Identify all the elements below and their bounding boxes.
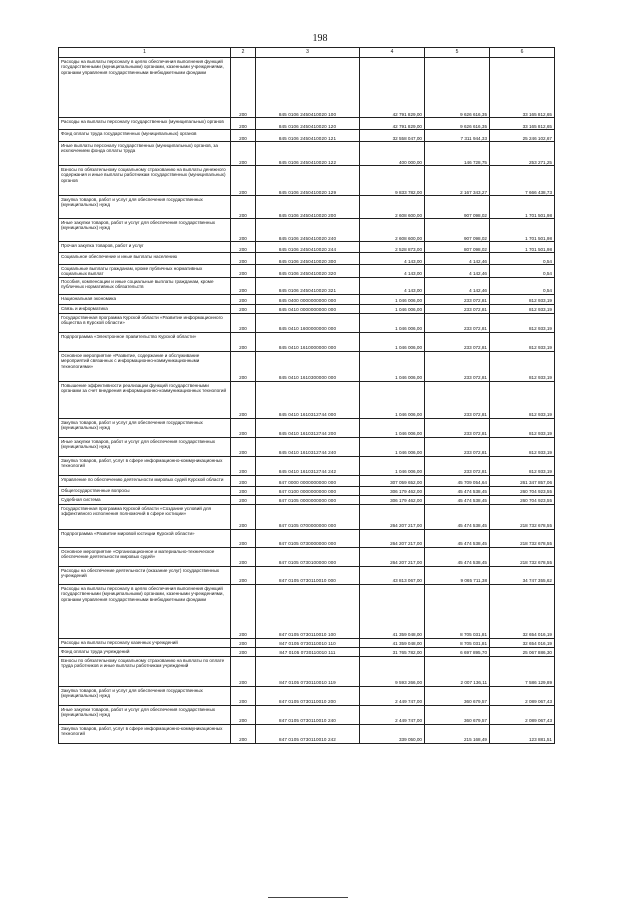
amount-remaining: 123 881,51 bbox=[490, 724, 555, 743]
amount-remaining: 0,54 bbox=[490, 265, 555, 278]
admin-code: 200 bbox=[231, 686, 256, 705]
amount-approved: 2 608 600,00 bbox=[360, 219, 425, 242]
admin-code: 200 bbox=[231, 638, 256, 647]
amount-remaining: 0,54 bbox=[490, 277, 555, 294]
admin-code: 200 bbox=[231, 647, 256, 656]
row-name: Государственная программа Курской области «Развитие информационного общества в Курской области» bbox=[59, 313, 231, 332]
row-name: Общегосударственные вопросы bbox=[59, 486, 231, 495]
admin-code: 200 bbox=[231, 418, 256, 437]
amount-remaining: 33 165 812,65 bbox=[490, 58, 555, 118]
amount-executed: 360 679,57 bbox=[425, 686, 490, 705]
amount-approved: 32 558 047,00 bbox=[360, 130, 425, 142]
table-row bbox=[59, 647, 555, 656]
amount-executed: 146 728,75 bbox=[425, 142, 490, 166]
amount-executed: 907 098,02 bbox=[425, 196, 490, 219]
amount-remaining: 33 165 812,65 bbox=[490, 118, 555, 130]
amount-approved: 4 143,00 bbox=[360, 253, 425, 265]
amount-approved: 2 449 747,00 bbox=[360, 686, 425, 705]
table-row bbox=[59, 277, 555, 294]
table-row bbox=[59, 456, 555, 475]
classification-code: 845 0106 2450410020 320 bbox=[256, 265, 360, 278]
budget-table bbox=[58, 47, 555, 744]
classification-code: 845 0106 2450410020 321 bbox=[256, 277, 360, 294]
admin-code: 200 bbox=[231, 118, 256, 130]
page-number: 198 bbox=[312, 33, 328, 44]
amount-remaining: 1 701 501,98 bbox=[490, 196, 555, 219]
amount-approved: 4 143,00 bbox=[360, 265, 425, 278]
amount-remaining: 2 089 067,43 bbox=[490, 686, 555, 705]
amount-remaining: 1 701 501,98 bbox=[490, 242, 555, 253]
amount-remaining: 25 067 886,30 bbox=[490, 647, 555, 656]
amount-remaining: 260 704 923,55 bbox=[490, 486, 555, 495]
classification-code: 847 0105 0730110010 119 bbox=[256, 656, 360, 686]
amount-remaining: 812 933,19 bbox=[490, 332, 555, 351]
table-row bbox=[59, 686, 555, 705]
amount-executed: 360 679,57 bbox=[425, 705, 490, 724]
amount-approved: 400 000,00 bbox=[360, 142, 425, 166]
amount-remaining: 812 933,19 bbox=[490, 456, 555, 475]
table-row bbox=[59, 566, 555, 584]
admin-code: 200 bbox=[231, 277, 256, 294]
table-row bbox=[59, 486, 555, 495]
amount-approved: 1 046 006,00 bbox=[360, 332, 425, 351]
admin-code: 200 bbox=[231, 242, 256, 253]
table-row bbox=[59, 529, 555, 547]
classification-code: 847 0105 0730110010 110 bbox=[256, 638, 360, 647]
amount-approved: 9 833 782,00 bbox=[360, 166, 425, 196]
amount-approved: 1 046 006,00 bbox=[360, 418, 425, 437]
classification-code: 847 0000 0000000000 000 bbox=[256, 475, 360, 486]
amount-executed: 45 474 538,45 bbox=[425, 529, 490, 547]
table-row bbox=[59, 724, 555, 743]
classification-code: 845 0106 2450410020 240 bbox=[256, 219, 360, 242]
amount-executed: 907 098,02 bbox=[425, 219, 490, 242]
row-name: Судебная система bbox=[59, 495, 231, 504]
classification-code: 847 0105 0700000000 000 bbox=[256, 504, 360, 529]
admin-code: 200 bbox=[231, 724, 256, 743]
row-name: Государственная программа Курской области «Создание условий для эффективного исполнения полномочий в сфере юстиции» bbox=[59, 504, 231, 529]
amount-approved: 1 046 006,00 bbox=[360, 456, 425, 475]
amount-remaining: 218 732 678,55 bbox=[490, 547, 555, 566]
row-name: Фонд оплаты труда учреждений bbox=[59, 647, 231, 656]
amount-executed: 45 474 538,45 bbox=[425, 486, 490, 495]
table-row bbox=[59, 253, 555, 265]
classification-code: 847 0105 0730110010 242 bbox=[256, 724, 360, 743]
amount-approved: 31 765 782,00 bbox=[360, 647, 425, 656]
classification-code: 845 0106 2450410020 300 bbox=[256, 253, 360, 265]
amount-executed: 233 072,81 bbox=[425, 381, 490, 418]
admin-code: 200 bbox=[231, 566, 256, 584]
row-name: Прочая закупка товаров, работ и услуг bbox=[59, 242, 231, 253]
admin-code: 200 bbox=[231, 313, 256, 332]
amount-executed: 4 142,46 bbox=[425, 253, 490, 265]
row-name: Закупка товаров, работ и услуг для обеспечения государственных (муниципальных) нужд bbox=[59, 418, 231, 437]
amount-executed: 8 705 031,81 bbox=[425, 584, 490, 638]
amount-executed: 9 626 616,35 bbox=[425, 118, 490, 130]
row-name: Основное мероприятие «Развитие, содержание и обслуживание мероприятий связанных с информационно-коммуникационными технологиями» bbox=[59, 351, 231, 381]
table-row bbox=[59, 638, 555, 647]
admin-code: 200 bbox=[231, 253, 256, 265]
amount-approved: 1 046 006,00 bbox=[360, 313, 425, 332]
table-row bbox=[59, 475, 555, 486]
row-name: Расходы на выплаты персоналу в целях обеспечения выполнения функций государственными (муниципальными) органами, казенными учреждениями, органами управления государственными внебюджетными фондами bbox=[59, 58, 231, 118]
admin-code: 200 bbox=[231, 504, 256, 529]
row-name: Закупка товаров, работ, услуг в сфере информационно-коммуникационных технологий bbox=[59, 724, 231, 743]
table-row bbox=[59, 351, 555, 381]
amount-remaining: 261 347 857,06 bbox=[490, 475, 555, 486]
amount-executed: 45 474 538,45 bbox=[425, 547, 490, 566]
classification-code: 845 0410 1610312744 200 bbox=[256, 418, 360, 437]
amount-approved: 2 528 873,00 bbox=[360, 242, 425, 253]
admin-code: 200 bbox=[231, 304, 256, 313]
amount-approved: 1 046 006,00 bbox=[360, 381, 425, 418]
classification-code: 845 0410 1610312744 242 bbox=[256, 456, 360, 475]
admin-code: 200 bbox=[231, 142, 256, 166]
amount-approved: 307 059 652,00 bbox=[360, 475, 425, 486]
classification-code: 845 0106 2450410020 120 bbox=[256, 118, 360, 130]
amount-approved: 264 207 217,00 bbox=[360, 547, 425, 566]
classification-code: 845 0410 1610000000 000 bbox=[256, 332, 360, 351]
amount-executed: 45 474 538,45 bbox=[425, 504, 490, 529]
row-name: Подпрограмма «Электронное правительство Курской области» bbox=[59, 332, 231, 351]
table-row bbox=[59, 495, 555, 504]
table-row bbox=[59, 584, 555, 638]
table-row bbox=[59, 166, 555, 196]
amount-remaining: 25 246 102,67 bbox=[490, 130, 555, 142]
amount-remaining: 812 933,19 bbox=[490, 351, 555, 381]
amount-executed: 233 072,81 bbox=[425, 294, 490, 304]
amount-approved: 264 207 217,00 bbox=[360, 529, 425, 547]
classification-code: 847 0105 0730110010 000 bbox=[256, 566, 360, 584]
row-name: Взносы по обязательному социальному страхованию на выплаты по оплате труда работников и иные выплаты работникам учреждений bbox=[59, 656, 231, 686]
row-name: Взносы по обязательному социальному страхованию на выплаты денежного содержания и иные выплаты работникам государственных (муниципальных) органов bbox=[59, 166, 231, 196]
row-name: Закупка товаров, работ и услуг для обеспечения государственных (муниципальных) нужд bbox=[59, 196, 231, 219]
amount-executed: 215 168,49 bbox=[425, 724, 490, 743]
row-name: Основное мероприятие «Организационное и материально-техническое обеспечение деятельности мировых судей» bbox=[59, 547, 231, 566]
amount-remaining: 1 701 501,98 bbox=[490, 219, 555, 242]
admin-code: 200 bbox=[231, 456, 256, 475]
classification-code: 845 0106 2450410020 100 bbox=[256, 58, 360, 118]
amount-executed: 233 072,81 bbox=[425, 351, 490, 381]
table-header-row bbox=[59, 48, 555, 58]
admin-code: 200 bbox=[231, 166, 256, 196]
amount-remaining: 812 933,19 bbox=[490, 437, 555, 456]
admin-code: 200 bbox=[231, 219, 256, 242]
amount-remaining: 32 654 016,19 bbox=[490, 584, 555, 638]
amount-approved: 41 359 048,00 bbox=[360, 584, 425, 638]
amount-remaining: 7 666 438,73 bbox=[490, 166, 555, 196]
classification-code: 847 0105 0730110010 240 bbox=[256, 705, 360, 724]
row-name: Повышение эффективности реализации функций государственными органами за счет внедрения информационно-коммуникационных технологий bbox=[59, 381, 231, 418]
classification-code: 845 0410 1600000000 000 bbox=[256, 313, 360, 332]
amount-approved: 339 050,00 bbox=[360, 724, 425, 743]
admin-code: 200 bbox=[231, 196, 256, 219]
amount-executed: 233 072,81 bbox=[425, 332, 490, 351]
amount-approved: 2 449 747,00 bbox=[360, 705, 425, 724]
admin-code: 200 bbox=[231, 294, 256, 304]
admin-code: 200 bbox=[231, 381, 256, 418]
table-row bbox=[59, 313, 555, 332]
table-row bbox=[59, 294, 555, 304]
admin-code: 200 bbox=[231, 351, 256, 381]
amount-remaining: 812 933,19 bbox=[490, 304, 555, 313]
table-row bbox=[59, 219, 555, 242]
row-name: Иные выплаты персоналу государственных (муниципальных) органов, за исключением фонда оплаты труда bbox=[59, 142, 231, 166]
row-name: Социальное обеспечение и иные выплаты населению bbox=[59, 253, 231, 265]
row-name: Иные закупки товаров, работ и услуг для обеспечения государственных (муниципальных) нужд bbox=[59, 437, 231, 456]
amount-approved: 42 791 829,00 bbox=[360, 58, 425, 118]
column-header: 3 bbox=[256, 48, 360, 58]
table-row bbox=[59, 118, 555, 130]
classification-code: 847 0105 0730110010 100 bbox=[256, 584, 360, 638]
amount-remaining: 0,54 bbox=[490, 253, 555, 265]
table-row bbox=[59, 196, 555, 219]
column-header: 4 bbox=[360, 48, 425, 58]
amount-remaining: 812 933,19 bbox=[490, 313, 555, 332]
amount-approved: 306 179 462,00 bbox=[360, 495, 425, 504]
amount-remaining: 253 271,25 bbox=[490, 142, 555, 166]
amount-executed: 233 072,81 bbox=[425, 456, 490, 475]
row-name: Управление по обеспечению деятельности мировых судей Курской области bbox=[59, 475, 231, 486]
amount-executed: 9 065 711,38 bbox=[425, 566, 490, 584]
admin-code: 200 bbox=[231, 495, 256, 504]
table-row bbox=[59, 265, 555, 278]
classification-code: 845 0106 2450410020 244 bbox=[256, 242, 360, 253]
admin-code: 200 bbox=[231, 486, 256, 495]
row-name: Закупка товаров, работ, услуг в сфере информационно-коммуникационных технологий bbox=[59, 456, 231, 475]
amount-approved: 264 207 217,00 bbox=[360, 504, 425, 529]
amount-approved: 1 046 006,00 bbox=[360, 351, 425, 381]
classification-code: 845 0410 0000000000 000 bbox=[256, 304, 360, 313]
classification-code: 847 0105 0000000000 000 bbox=[256, 495, 360, 504]
amount-remaining: 32 654 016,19 bbox=[490, 638, 555, 647]
classification-code: 845 0410 1610312744 240 bbox=[256, 437, 360, 456]
classification-code: 845 0106 2450410020 129 bbox=[256, 166, 360, 196]
classification-code: 845 0106 2450410020 200 bbox=[256, 196, 360, 219]
classification-code: 847 0105 0730110010 111 bbox=[256, 647, 360, 656]
amount-executed: 2 167 343,27 bbox=[425, 166, 490, 196]
admin-code: 200 bbox=[231, 265, 256, 278]
amount-executed: 233 072,81 bbox=[425, 437, 490, 456]
amount-approved: 306 179 462,00 bbox=[360, 486, 425, 495]
row-name: Иные закупки товаров, работ и услуг для обеспечения государственных (муниципальных) нужд bbox=[59, 219, 231, 242]
amount-remaining: 812 933,19 bbox=[490, 418, 555, 437]
row-name: Пособия, компенсации и иные социальные выплаты гражданам, кроме публичных нормативных обязательств bbox=[59, 277, 231, 294]
table-row bbox=[59, 656, 555, 686]
amount-approved: 41 359 048,00 bbox=[360, 638, 425, 647]
admin-code: 200 bbox=[231, 130, 256, 142]
admin-code: 200 bbox=[231, 656, 256, 686]
admin-code: 200 bbox=[231, 437, 256, 456]
row-name: Иные закупки товаров, работ и услуг для обеспечения государственных (муниципальных) нужд bbox=[59, 705, 231, 724]
amount-approved: 1 046 006,00 bbox=[360, 437, 425, 456]
row-name: Расходы на выплаты персоналу в целях обеспечения выполнения функций государственными (муниципальными) органами, казенными учреждениями, органами управления государственными внебюджетными фондами bbox=[59, 584, 231, 638]
table-row bbox=[59, 547, 555, 566]
classification-code: 845 0400 0000000000 000 bbox=[256, 294, 360, 304]
table-row bbox=[59, 142, 555, 166]
amount-executed: 4 142,46 bbox=[425, 277, 490, 294]
amount-executed: 233 072,81 bbox=[425, 304, 490, 313]
classification-code: 847 0100 0000000000 000 bbox=[256, 486, 360, 495]
classification-code: 845 0106 2450410020 122 bbox=[256, 142, 360, 166]
amount-approved: 2 608 600,00 bbox=[360, 196, 425, 219]
amount-remaining: 34 747 355,62 bbox=[490, 566, 555, 584]
table-row bbox=[59, 437, 555, 456]
table-body bbox=[59, 58, 555, 744]
row-name: Социальные выплаты гражданам, кроме публичных нормативных социальных выплат bbox=[59, 265, 231, 278]
column-header: 6 bbox=[490, 48, 555, 58]
amount-executed: 2 007 136,11 bbox=[425, 656, 490, 686]
table-row bbox=[59, 58, 555, 118]
footer-rule bbox=[268, 897, 348, 898]
amount-remaining: 218 732 678,55 bbox=[490, 529, 555, 547]
table-row bbox=[59, 381, 555, 418]
amount-approved: 4 143,00 bbox=[360, 277, 425, 294]
row-name: Национальная экономика bbox=[59, 294, 231, 304]
amount-remaining: 2 089 067,43 bbox=[490, 705, 555, 724]
classification-code: 845 0410 1610312744 000 bbox=[256, 381, 360, 418]
row-name: Расходы на обеспечение деятельности (оказание услуг) государственных учреждений bbox=[59, 566, 231, 584]
row-name: Закупка товаров, работ и услуг для обеспечения государственных (муниципальных) нужд bbox=[59, 686, 231, 705]
amount-approved: 1 046 006,00 bbox=[360, 304, 425, 313]
classification-code: 847 0105 0730110010 200 bbox=[256, 686, 360, 705]
amount-remaining: 260 704 923,55 bbox=[490, 495, 555, 504]
classification-code: 847 0105 0730000000 000 bbox=[256, 529, 360, 547]
classification-code: 847 0105 0730100000 000 bbox=[256, 547, 360, 566]
column-header: 1 bbox=[59, 48, 231, 58]
amount-remaining: 218 732 678,55 bbox=[490, 504, 555, 529]
classification-code: 845 0106 2450410020 121 bbox=[256, 130, 360, 142]
amount-approved: 42 791 829,00 bbox=[360, 118, 425, 130]
amount-remaining: 812 933,19 bbox=[490, 381, 555, 418]
amount-approved: 1 046 006,00 bbox=[360, 294, 425, 304]
column-header: 2 bbox=[231, 48, 256, 58]
amount-executed: 9 626 616,35 bbox=[425, 58, 490, 118]
amount-executed: 45 474 538,45 bbox=[425, 495, 490, 504]
amount-approved: 9 593 266,00 bbox=[360, 656, 425, 686]
amount-executed: 7 311 944,33 bbox=[425, 130, 490, 142]
table-row bbox=[59, 130, 555, 142]
admin-code: 200 bbox=[231, 529, 256, 547]
admin-code: 200 bbox=[231, 332, 256, 351]
amount-remaining: 7 586 129,89 bbox=[490, 656, 555, 686]
amount-executed: 8 705 031,81 bbox=[425, 638, 490, 647]
admin-code: 200 bbox=[231, 475, 256, 486]
table-row bbox=[59, 504, 555, 529]
table-row bbox=[59, 705, 555, 724]
table-row bbox=[59, 332, 555, 351]
admin-code: 200 bbox=[231, 58, 256, 118]
admin-code: 200 bbox=[231, 705, 256, 724]
table-row bbox=[59, 304, 555, 313]
column-header: 5 bbox=[425, 48, 490, 58]
admin-code: 200 bbox=[231, 547, 256, 566]
row-name: Фонд оплаты труда государственных (муниципальных) органов bbox=[59, 130, 231, 142]
row-name: Расходы на выплаты персоналу государственных (муниципальных) органов bbox=[59, 118, 231, 130]
amount-executed: 4 142,46 bbox=[425, 265, 490, 278]
row-name: Связь и информатика bbox=[59, 304, 231, 313]
table-row bbox=[59, 242, 555, 253]
amount-executed: 45 709 054,64 bbox=[425, 475, 490, 486]
amount-executed: 233 072,81 bbox=[425, 418, 490, 437]
row-name: Подпрограмма «Развитие мировой юстиции Курской области» bbox=[59, 529, 231, 547]
table-row bbox=[59, 418, 555, 437]
admin-code: 200 bbox=[231, 584, 256, 638]
amount-executed: 6 697 895,70 bbox=[425, 647, 490, 656]
amount-remaining: 812 933,19 bbox=[490, 294, 555, 304]
classification-code: 845 0410 1610300000 000 bbox=[256, 351, 360, 381]
amount-approved: 43 813 067,00 bbox=[360, 566, 425, 584]
amount-executed: 807 098,02 bbox=[425, 242, 490, 253]
amount-executed: 233 072,81 bbox=[425, 313, 490, 332]
row-name: Расходы на выплаты персоналу казенных учреждений bbox=[59, 638, 231, 647]
